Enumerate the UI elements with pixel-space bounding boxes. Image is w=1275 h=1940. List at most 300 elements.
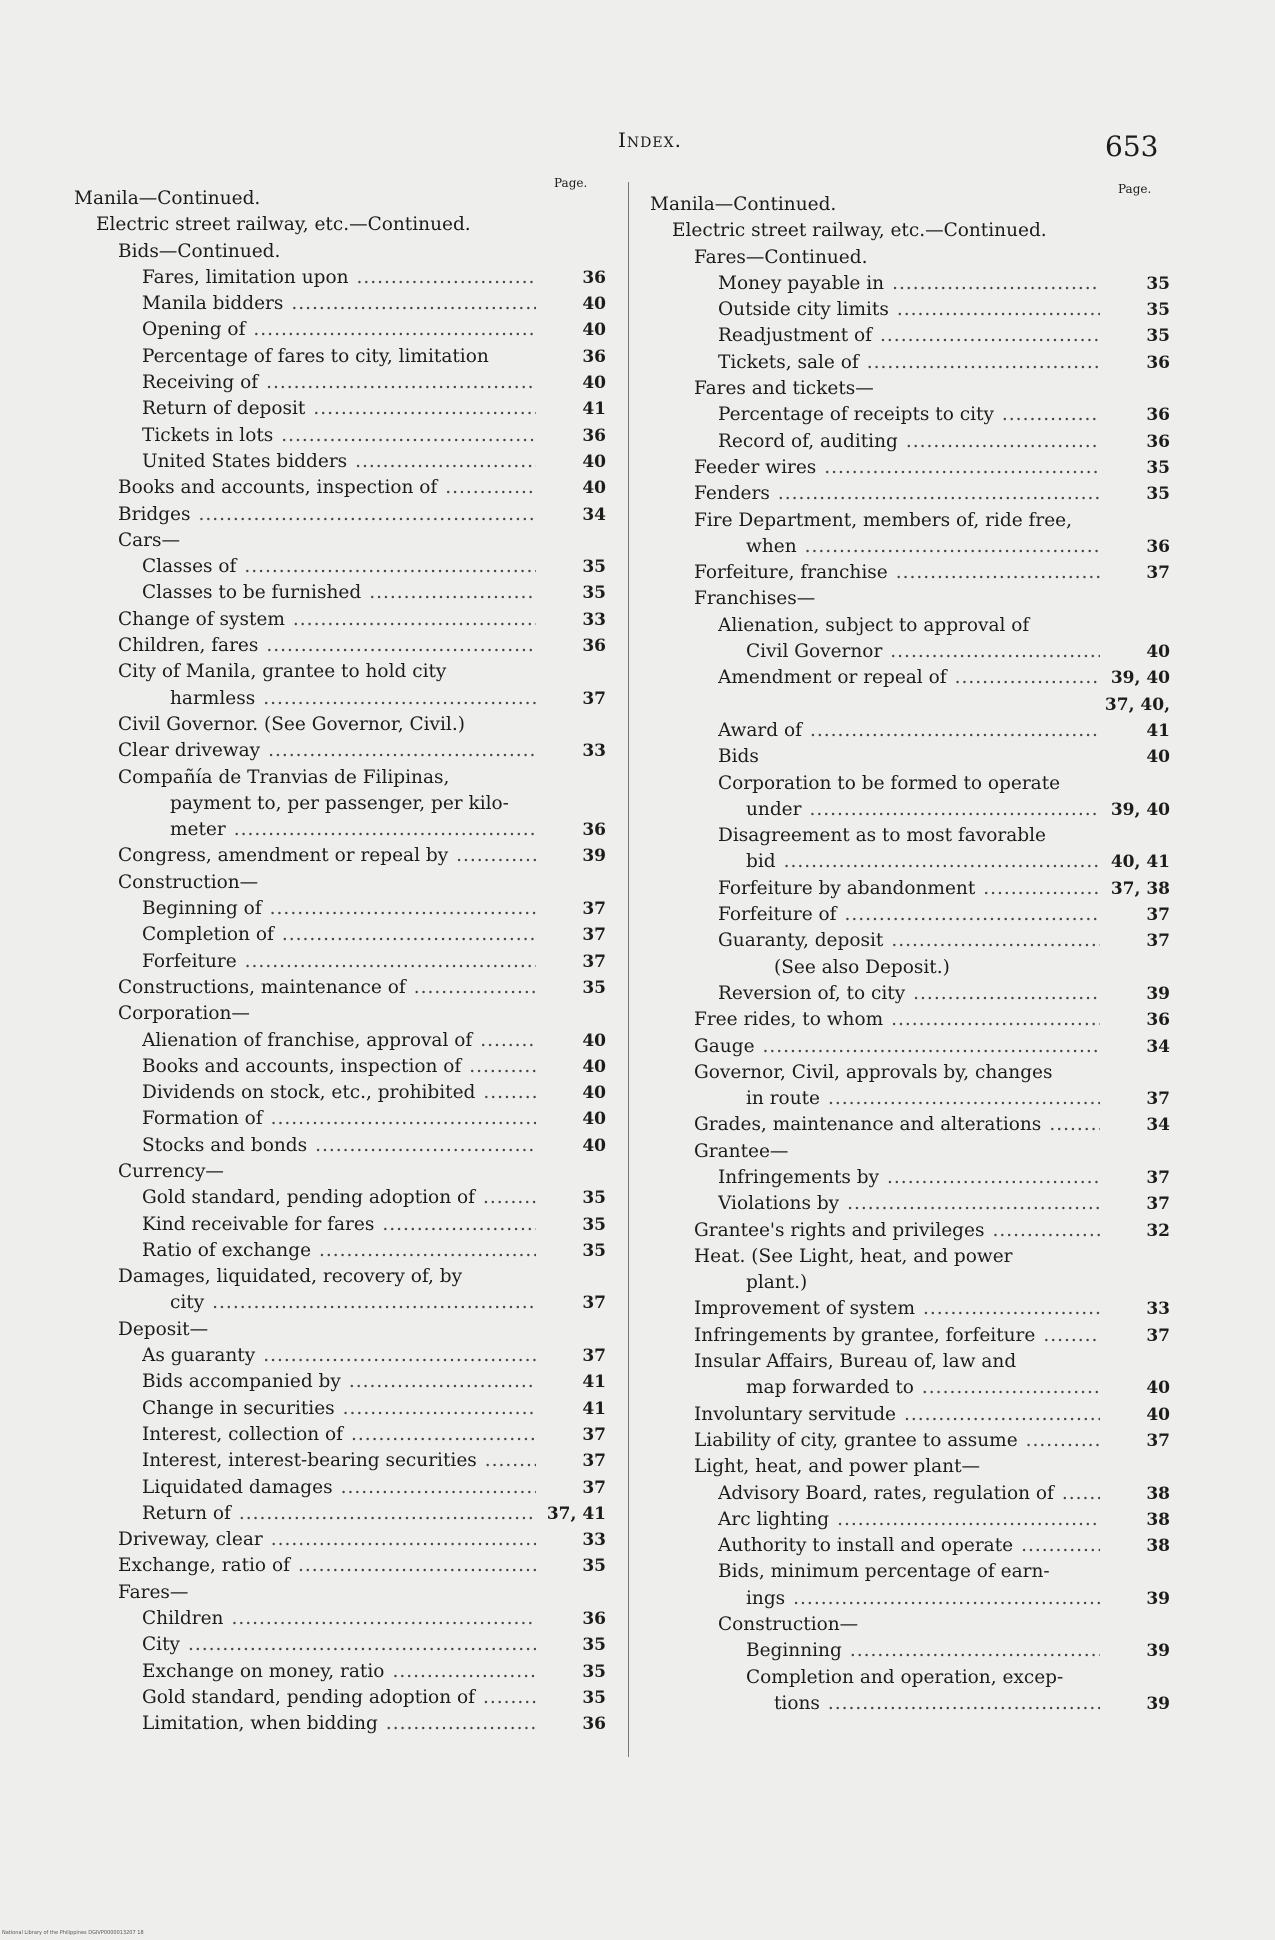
entry-term [142,1606,536,1632]
left-entries [74,186,606,1738]
index-entry [650,192,1170,218]
entry-text: Tickets, sale of [718,352,863,373]
index-entry [650,1402,1170,1428]
index-entry [650,1375,1170,1401]
entry-page-ref: 40, 41 [1110,852,1170,873]
index-entry [74,1106,606,1132]
index-entry [74,949,606,975]
entry-page-ref: 37 [1146,1167,1170,1188]
entry-text: Change in securities [142,1398,339,1419]
entry-term [718,613,1100,639]
entry-text: Ratio of exchange [142,1240,315,1261]
entry-page-ref: 35 [582,1661,606,1682]
entry-term [718,718,1100,744]
index-entry [650,771,1170,797]
entry-term [118,1317,536,1343]
entry-term [694,481,1100,507]
entry-term [142,1448,536,1474]
entry-page-ref: 40 [1146,1378,1170,1399]
index-entry [74,370,606,396]
entry-text: Grantee— [694,1141,792,1162]
entry-text: Involuntary servitude [694,1404,900,1425]
entry-page-ref: 40 [582,320,606,341]
index-entry [74,896,606,922]
index-entry [650,1533,1170,1559]
entry-term [142,317,536,343]
index-entry [74,317,606,343]
entry-term [118,1001,536,1027]
index-entry [650,1612,1170,1638]
index-entry [650,1349,1170,1375]
entry-text: Alienation of franchise, approval of [142,1030,476,1051]
entry-term [142,423,536,449]
page-number: 653 [1105,130,1159,163]
entry-text: plant.) [746,1272,811,1293]
index-entry [74,607,606,633]
entry-term [170,1290,536,1316]
entry-text: Children, fares [118,635,262,656]
index-entry [74,239,606,265]
index-entry [650,823,1170,849]
entry-page-ref: 37 [1146,905,1170,926]
entry-page-ref: 35 [1146,273,1170,294]
index-entry [74,449,606,475]
entry-page-ref: 36 [1146,352,1170,373]
entry-page-ref: 39, 40 [1110,799,1170,820]
entry-text: Beginning of [142,898,266,919]
entry-term [694,1139,1100,1165]
entry-text: Franchises— [694,588,819,609]
entry-term [718,902,1100,928]
entry-term [170,817,536,843]
entry-page-ref: 40 [1146,1404,1170,1425]
entry-page-ref: 35 [582,977,606,998]
entry-text: Award of [718,720,806,741]
entry-text: Interest, interest-bearing securities [142,1450,481,1471]
entry-text: Interest, collection of [142,1424,347,1445]
entry-term [694,1244,1100,1270]
entry-term [746,1375,1100,1401]
index-entry [74,1448,606,1474]
entry-text: Manila—Continued. [650,194,840,215]
entry-text: Guaranty, deposit [718,930,887,951]
entry-text: Corporation— [118,1003,254,1024]
index-entry [650,665,1170,691]
entry-term [718,1165,1100,1191]
entry-term [746,639,1100,665]
right-entries [650,192,1170,1717]
entry-page-ref: 37, 41 [546,1503,606,1524]
entry-text: Compañía de Tranvias de Filipinas, [118,767,453,788]
entry-term [118,1553,536,1579]
entry-text: Classes to be furnished [142,582,365,603]
entry-text: Percentage of receipts to city [718,404,998,425]
entry-term [142,449,536,475]
entry-page-ref: 41 [582,1398,606,1419]
entry-text: Electric street railway, etc.—Continued. [96,214,475,235]
entry-text: Formation of [142,1108,267,1129]
entry-term [142,580,536,606]
index-entry [74,396,606,422]
entry-term [650,192,1100,218]
entry-term [694,1112,1100,1138]
index-entry [650,928,1170,954]
entry-term [718,297,1100,323]
entry-text: Grades, maintenance and alterations [694,1114,1045,1135]
entry-page-ref: 39 [1146,983,1170,1004]
entry-page-ref: 35 [1146,457,1170,478]
entry-term [142,896,536,922]
entry-text: Deposit— [118,1319,212,1340]
entry-text: Fire Department, members of, ride free, [694,510,1076,531]
index-entry [650,534,1170,560]
index-entry [74,817,606,843]
entry-term [170,791,536,817]
index-entry [650,1112,1170,1138]
index-entry [650,297,1170,323]
index-entry [74,1527,606,1553]
index-entry [650,1586,1170,1612]
index-entry [74,1632,606,1658]
entry-text: Governor, Civil, approvals by, changes [694,1062,1056,1083]
entry-text: under [746,799,805,820]
entry-text: Bids accompanied by [142,1371,345,1392]
entry-term [694,1428,1100,1454]
entry-page-ref: 38 [1146,1536,1170,1557]
entry-text: Bridges [118,504,194,525]
entry-term [718,771,1100,797]
index-entry [74,1553,606,1579]
index-entry [74,1501,606,1527]
entry-text: Children [142,1608,227,1629]
entry-text: Advisory Board, rates, regulation of [718,1483,1058,1504]
entry-term [118,1159,536,1185]
entry-page-ref: 37 [582,951,606,972]
page-title: Index. [618,128,682,152]
entry-term [142,1659,536,1685]
entry-text: Free rides, to whom [694,1009,887,1030]
entry-page-ref: 36 [582,267,606,288]
entry-term [142,1501,536,1527]
entry-text: Insular Affairs, Bureau of, law and [694,1351,1020,1372]
entry-page-ref: 41 [582,399,606,420]
index-entry [650,1086,1170,1112]
entry-term [718,1533,1100,1559]
index-entry [74,791,606,817]
entry-text: Damages, liquidated, recovery of, by [118,1266,466,1287]
entry-page-ref: 37 [1146,1430,1170,1451]
entry-text: Fares, limitation upon [142,267,353,288]
entry-page-ref: 37 [582,1293,606,1314]
entry-term [142,949,536,975]
entry-term [74,186,534,212]
index-entry [650,1139,1170,1165]
entry-page-ref: 38 [1146,1483,1170,1504]
entry-text: Books and accounts, inspection of [118,477,441,498]
entry-text: Forfeiture of [718,904,841,925]
index-entry [650,1244,1170,1270]
entry-term [142,1369,536,1395]
index-entry [74,659,606,685]
index-entry [74,1001,606,1027]
entry-term [118,607,536,633]
index-entry [74,1264,606,1290]
entry-page-ref: 40 [582,373,606,394]
entry-text: Receiving of [142,372,262,393]
index-entry [74,186,606,212]
entry-page-ref: 36 [1146,1010,1170,1031]
entry-text: Civil Governor. (See Governor, Civil.) [118,714,469,735]
entry-term [718,350,1100,376]
entry-text: (See also Deposit.) [774,957,954,978]
index-entry [650,245,1170,271]
entry-text: Books and accounts, inspection of [142,1056,465,1077]
entry-page-ref: 34 [1146,1036,1170,1057]
index-entry [650,797,1170,823]
entry-term [142,370,536,396]
entry-page-ref: 37 [582,925,606,946]
entry-text: Exchange on money, ratio [142,1661,388,1682]
entry-page-ref: 33 [582,1530,606,1551]
entry-page-ref: 35 [582,583,606,604]
index-entry [74,212,606,238]
entry-page-ref: 35 [582,1556,606,1577]
entry-text: harmless [170,688,259,709]
page-column-label: Page. [554,176,588,190]
entry-text: Congress, amendment or repeal by [118,845,452,866]
index-entry [650,1165,1170,1191]
entry-term [718,665,1100,691]
entry-term [118,1580,536,1606]
index-entry [650,1559,1170,1585]
index-entry [650,1638,1170,1664]
entry-term [118,502,536,528]
entry-text: Currency— [118,1161,228,1182]
index-entry [650,1296,1170,1322]
entry-term [142,265,536,291]
index-entry [650,876,1170,902]
entry-text: Civil Governor [746,641,886,662]
index-entry [74,475,606,501]
index-entry [650,1481,1170,1507]
footer-text: National Library of the Philippines DGIVP0000013207 18 [2,1930,144,1936]
entry-text: Liquidated damages [142,1477,337,1498]
entry-text: Electric street railway, etc.—Continued. [672,220,1051,241]
entry-page-ref: 40 [582,478,606,499]
index-entry [74,686,606,712]
entry-text: Fenders [694,483,774,504]
entry-text: Record of, auditing [718,431,902,452]
entry-page-ref: 37 [582,899,606,920]
entry-text: City [142,1634,184,1655]
entry-term [142,1343,536,1369]
entry-text: bid [746,851,780,872]
entry-term [118,738,536,764]
index-entry [650,744,1170,770]
entry-term [142,291,536,317]
entry-text: Violations by [718,1193,843,1214]
entry-term [694,508,1100,534]
entry-term [718,928,1100,954]
index-entry [74,1317,606,1343]
entry-text: Corporation to be formed to operate [718,773,1064,794]
entry-page-ref: 37 [582,1477,606,1498]
index-entry [74,1185,606,1211]
entry-text: Fares and tickets— [694,378,878,399]
entry-term [118,659,536,685]
entry-text: tions [774,1693,824,1714]
index-entry [74,843,606,869]
index-entry [650,849,1170,875]
entry-page-ref: 40 [582,1083,606,1104]
entry-text: Limitation, when bidding [142,1713,382,1734]
entry-text: Stocks and bonds [142,1135,311,1156]
entry-text: Beginning [746,1640,846,1661]
index-entry [650,481,1170,507]
entry-page-ref: 36 [1146,431,1170,452]
index-entry [650,350,1170,376]
entry-page-ref: 36 [582,425,606,446]
entry-term [694,1323,1100,1349]
entry-term [774,955,1100,981]
entry-text: Forfeiture [142,951,241,972]
entry-page-ref: 36 [582,1609,606,1630]
entry-page-ref: 35 [582,1214,606,1235]
entry-text: Infringements by [718,1167,883,1188]
entry-text: Bids [718,746,763,767]
index-entry [650,1691,1170,1717]
entry-text: Authority to install and operate [718,1535,1017,1556]
entry-page-ref: 35 [1146,484,1170,505]
entry-page-ref: 35 [582,1687,606,1708]
entry-page-ref: 34 [582,504,606,525]
entry-term [142,1080,536,1106]
entry-page-ref: 40 [1146,642,1170,663]
index-entry [74,1343,606,1369]
entry-page-ref: 37 [1146,1089,1170,1110]
entry-page-ref: 39 [1146,1641,1170,1662]
entry-page-ref: 35 [582,1240,606,1261]
entry-page-ref: 33 [1146,1299,1170,1320]
entry-term [96,212,536,238]
entry-page-ref: 37 [1146,1194,1170,1215]
index-entry [650,1507,1170,1533]
index-entry [650,1007,1170,1033]
index-entry [650,560,1170,586]
entry-page-ref: 40 [582,1109,606,1130]
entry-text: Money payable in [718,273,888,294]
entry-page-ref: 39 [1146,1693,1170,1714]
entry-page-ref: 36 [582,636,606,657]
index-entry [74,1422,606,1448]
entry-term [118,1527,536,1553]
entry-text: Return of deposit [142,398,309,419]
entry-text: Infringements by grantee, forfeiture [694,1325,1039,1346]
entry-text: Exchange, ratio of [118,1555,294,1576]
entry-page-ref: 39, 40 [1110,668,1170,689]
entry-text: in route [746,1088,824,1109]
entry-text: As guaranty [142,1345,259,1366]
entry-text: Tickets in lots [142,425,277,446]
index-entry [650,1665,1170,1691]
index-entry [650,376,1170,402]
index-entry [74,738,606,764]
entry-term [142,1475,536,1501]
index-entry [650,1191,1170,1217]
entry-term [694,1296,1100,1322]
entry-page-ref: 37 [582,1424,606,1445]
entry-page-ref: 35 [582,557,606,578]
entry-page-ref: 40 [582,1030,606,1051]
index-entry [74,712,606,738]
entry-page-ref: 41 [582,1372,606,1393]
index-entry [74,502,606,528]
entry-text: City of Manila, grantee to hold city [118,661,450,682]
entry-text: Reversion of, to city [718,983,909,1004]
entry-text: Construction— [718,1614,862,1635]
entry-text: Bids—Continued. [118,241,284,262]
entry-page-ref: 40 [582,294,606,315]
index-entry [650,613,1170,639]
index-entry [650,1270,1170,1296]
index-entry [650,639,1170,665]
entry-page-ref: 39 [582,846,606,867]
entry-term [718,1612,1100,1638]
index-entry [74,1028,606,1054]
index-entry [74,1212,606,1238]
index-entry [650,1428,1170,1454]
entry-page-ref: 37 [1146,931,1170,952]
entry-term [142,396,536,422]
entry-page-ref: 40 [582,451,606,472]
entry-page-ref: 37, 40, 41 [1104,694,1170,741]
entry-term [118,712,536,738]
entry-text: Percentage of fares to city, limitation [142,346,493,367]
index-entry [74,1369,606,1395]
entry-term [718,876,1100,902]
entry-text: Opening of [142,319,249,340]
index-entry [74,1290,606,1316]
entry-text: Arc lighting [718,1509,833,1530]
index-entry [650,981,1170,1007]
entry-text: Bids, minimum percentage of earn- [718,1561,1054,1582]
entry-term [142,344,536,370]
entry-term [142,1185,536,1211]
entry-term [118,475,536,501]
index-entry [74,344,606,370]
entry-term [142,1212,536,1238]
index-entry [650,402,1170,428]
entry-term [694,455,1100,481]
entry-term [694,376,1100,402]
entry-text: Cars— [118,530,184,551]
index-entry [650,429,1170,455]
entry-term [718,744,1100,770]
entry-term [718,402,1100,428]
entry-page-ref: 35 [1146,300,1170,321]
entry-term [142,1711,536,1737]
index-entry [74,922,606,948]
entry-text: Construction— [118,872,262,893]
entry-term [746,1270,1100,1296]
entry-term [118,870,536,896]
entry-term [672,218,1100,244]
index-entry [74,423,606,449]
index-entry [650,1034,1170,1060]
entry-term [142,1106,536,1132]
entry-term [142,1632,536,1658]
entry-page-ref: 39 [1146,1588,1170,1609]
